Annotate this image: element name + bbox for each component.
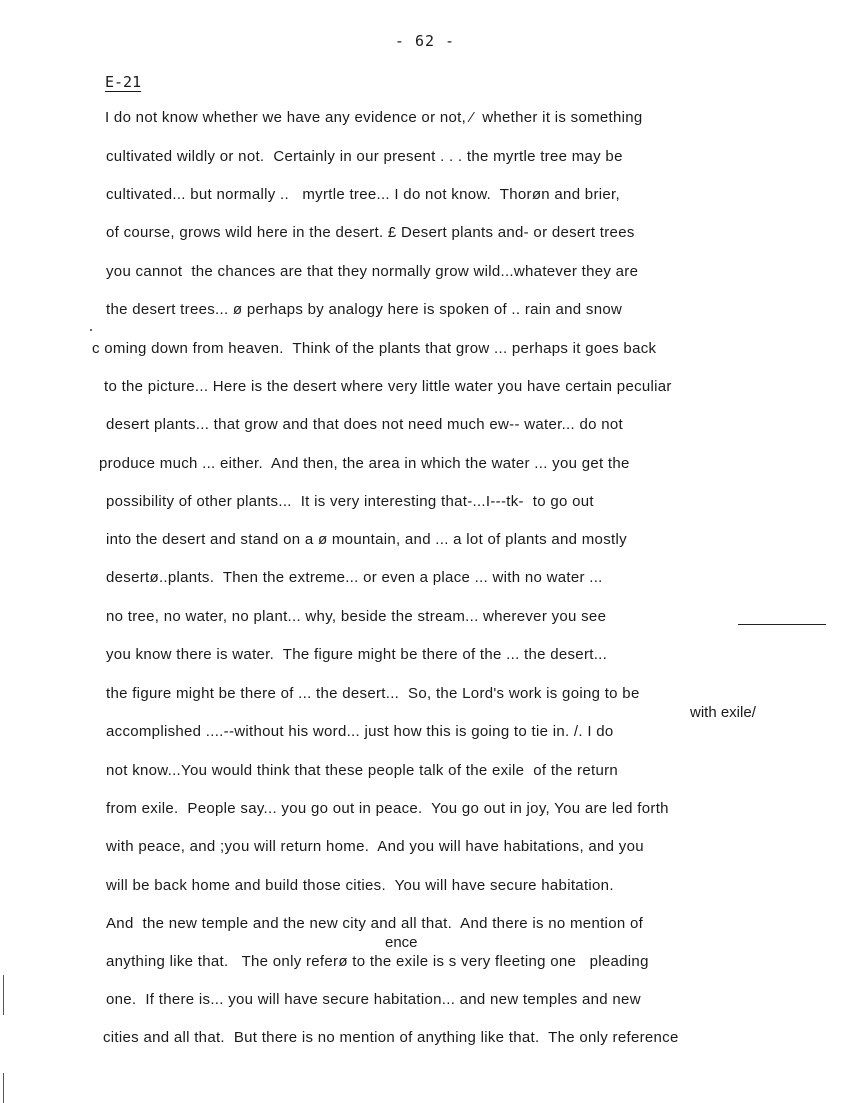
text-line-14: no tree, no water, no plant... why, beside the stream... wherever you see	[106, 608, 607, 625]
text-line-5: you cannot the chances are that they normally grow wild...whatever they are	[106, 263, 639, 280]
text-line-9: desert plants... that grow and that does not need much ew-- water... do not	[106, 416, 623, 433]
blank-underline	[738, 624, 826, 625]
text-line-13: desertø..plants. Then the extreme... or even a place ... with no water ...	[106, 569, 603, 586]
text-line-20: with peace, and ;you will return home. And you will have habitations, and you	[106, 838, 644, 855]
text-line-10: produce much ... either. And then, the area in which the water ... you get the	[99, 455, 630, 472]
text-line-18: not know...You would think that these people talk of the exile of the return	[106, 762, 619, 779]
text-line-6: the desert trees... ø perhaps by analogy here is spoken of .. rain and snow	[106, 301, 623, 318]
text-line-22: And the new temple and the new city and all that. And there is no mention of	[106, 915, 644, 932]
text-line-19: from exile. People say... you go out in peace. You go out in joy, You are led forth	[106, 800, 669, 817]
stray-mark	[90, 329, 92, 331]
margin-mark	[3, 975, 4, 1015]
page-number: - 62 -	[394, 32, 456, 50]
text-line-23: anything like that. The only referø to the exile is s very fleeting one pleading	[106, 953, 649, 970]
text-line-16: the figure might be there of ... the desert... So, the Lord's work is going to be	[106, 685, 640, 702]
text-line-15: you know there is water. The figure might be there of the ... the desert...	[106, 646, 608, 663]
interlinear-insertion-ence: ence	[385, 934, 418, 951]
text-line-8: to the picture... Here is the desert where very little water you have certain peculiar	[104, 378, 672, 395]
section-label: E-21	[105, 73, 142, 91]
text-line-1: I do not know whether we have any evidence or not, ⁄ whether it is something	[105, 109, 643, 126]
text-line-11: possibility of other plants... It is very interesting that-...I---tk- to go out	[106, 493, 594, 510]
text-line-12: into the desert and stand on a ø mountain, and ... a lot of plants and mostly	[106, 531, 627, 548]
text-line-21: will be back home and build those cities. You will have secure habitation.	[106, 877, 614, 894]
text-line-25: cities and all that. But there is no mention of anything like that. The only reference	[103, 1029, 679, 1046]
margin-mark	[3, 1073, 4, 1103]
text-line-3: cultivated... but normally .. myrtle tree... I do not know. Thorøn and brier,	[106, 186, 620, 203]
text-line-17: accomplished ....--without his word... just how this is going to tie in. /. I do	[106, 723, 614, 740]
interlinear-insertion-exile: with exile/	[690, 704, 756, 721]
text-line-24: one. If there is... you will have secure habitation... and new temples and new	[106, 991, 641, 1008]
text-line-2: cultivated wildly or not. Certainly in our present . . . the myrtle tree may be	[106, 148, 623, 165]
text-line-4: of course, grows wild here in the desert. £ Desert plants and- or desert trees	[106, 224, 635, 241]
text-line-7: c oming down from heaven. Think of the plants that grow ... perhaps it goes back	[92, 340, 657, 357]
